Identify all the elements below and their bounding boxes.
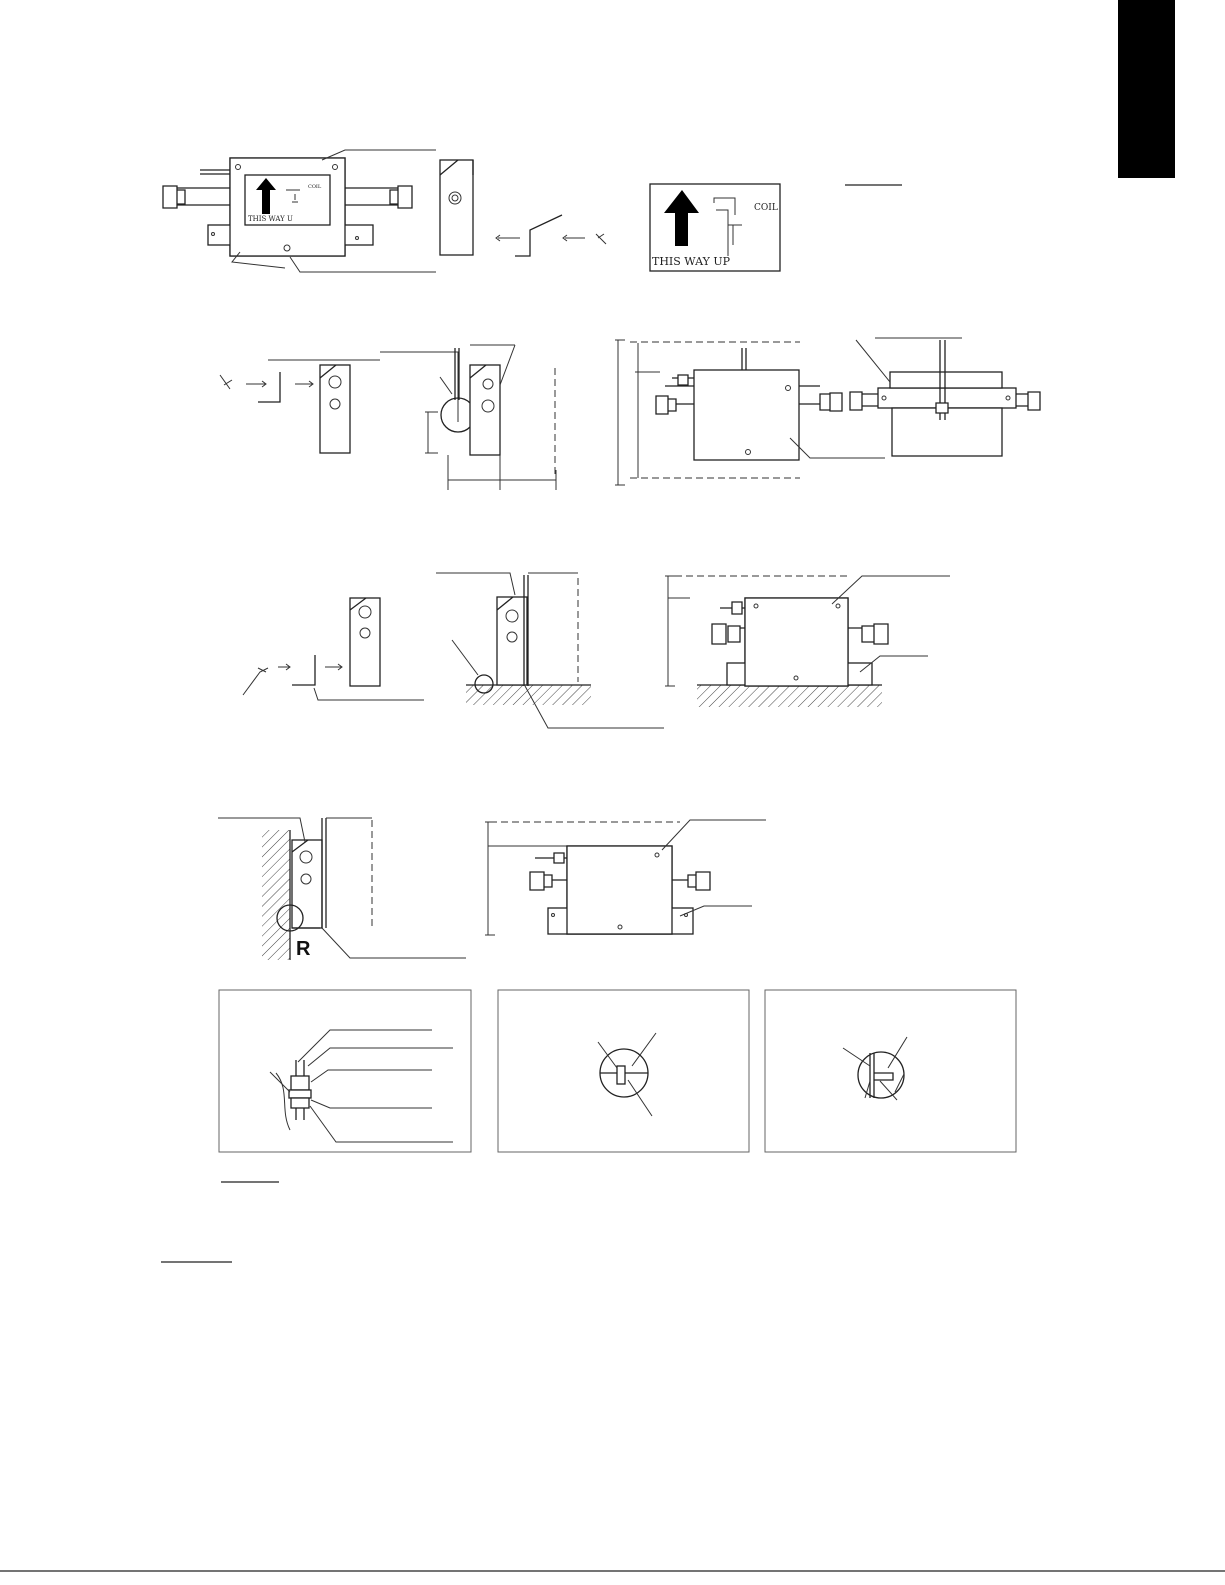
row2-top-view bbox=[850, 338, 1040, 456]
section-tab bbox=[1118, 0, 1175, 178]
label-sheet-coil-text: COIL bbox=[754, 203, 778, 213]
row2-bracket-exploded bbox=[220, 360, 380, 453]
detail-frame-2 bbox=[498, 990, 749, 1152]
detail-frame-1 bbox=[219, 990, 471, 1152]
row1-side-view bbox=[440, 160, 606, 256]
hatch-floor-icon bbox=[697, 685, 882, 707]
hatch-wall-icon bbox=[262, 830, 290, 960]
row3-floor-front bbox=[665, 576, 950, 707]
small-label-coil-text: COIL bbox=[308, 184, 322, 190]
wall-radius-mark: R bbox=[296, 938, 311, 960]
row1-label-sheet bbox=[650, 184, 902, 271]
label-sheet-arrow-text: THIS WAY UP bbox=[652, 255, 730, 268]
row3-floor-side bbox=[436, 573, 664, 728]
row3-bracket-exploded bbox=[243, 598, 424, 700]
row2-front-dimension bbox=[615, 340, 885, 485]
row4-wall-side bbox=[218, 818, 466, 960]
row1-front-view bbox=[163, 150, 436, 272]
detail-frame-3 bbox=[765, 990, 1016, 1152]
row4-wall-front bbox=[485, 820, 766, 935]
small-label-arrow-text: THIS WAY U bbox=[248, 215, 293, 223]
row2-side-dimension bbox=[380, 345, 556, 490]
hatch-floor-icon bbox=[466, 685, 591, 705]
